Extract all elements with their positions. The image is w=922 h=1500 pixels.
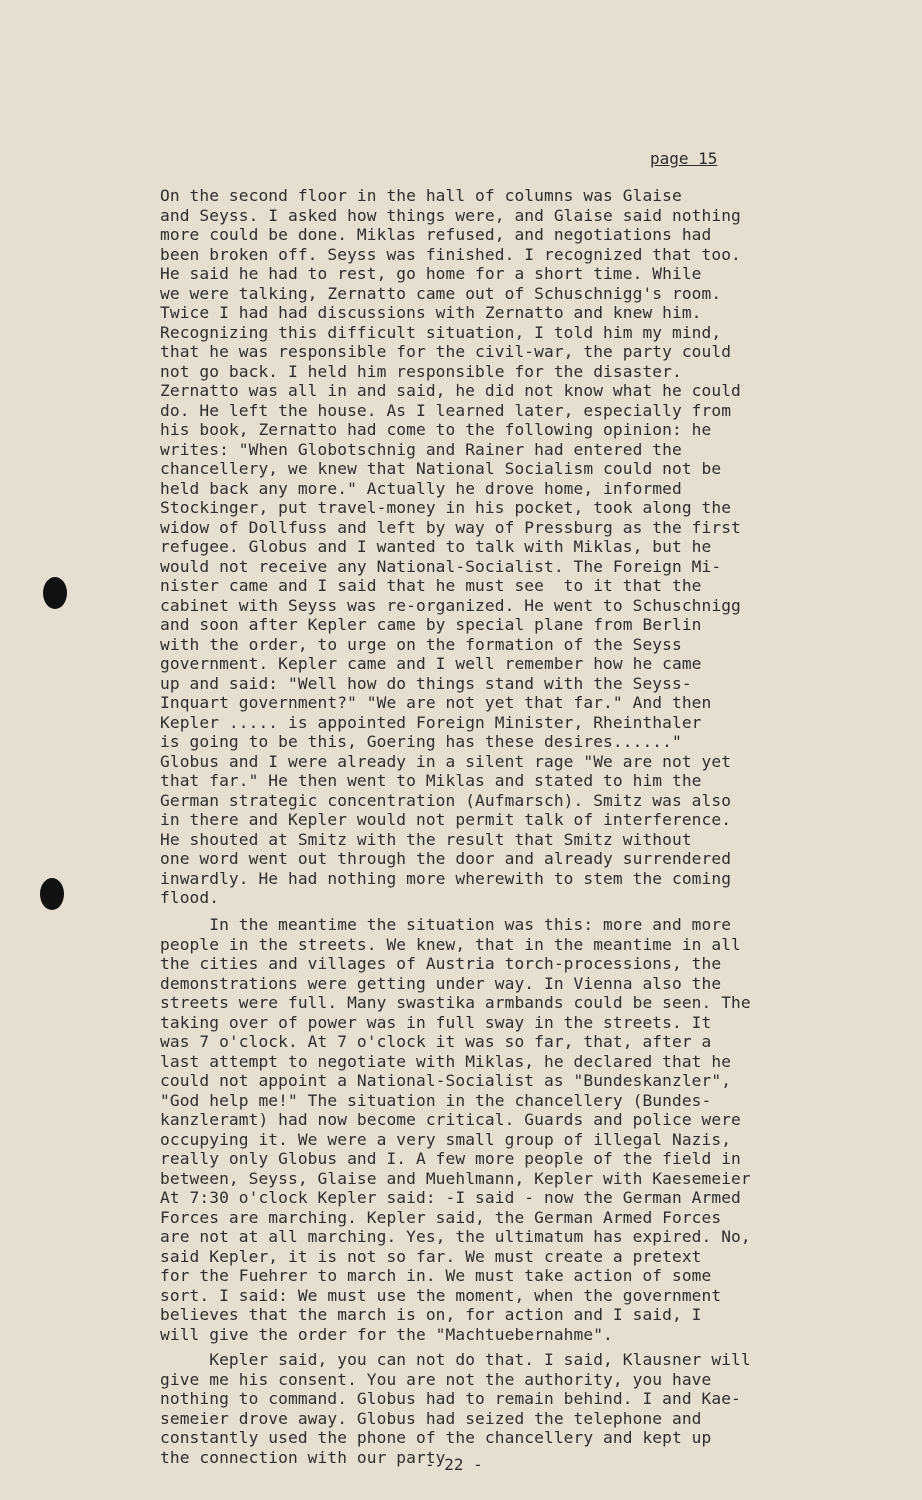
- text-line: will give the order for the "Machtuebernahme".: [160, 1324, 613, 1344]
- text-line: and Seyss. I asked how things were, and Glaise said nothing: [160, 205, 741, 225]
- text-line: last attempt to negotiate with Miklas, he declared that he: [160, 1051, 732, 1071]
- text-line: taking over of power was in full sway in the streets. It: [160, 1012, 712, 1032]
- text-line: Zernatto was all in and said, he did not know what he could: [160, 381, 741, 400]
- text-line: Inquart government?" "We are not yet that far." And then: [160, 693, 712, 712]
- text-line: nothing to command. Globus had to remain behind. I and Kae-: [160, 1389, 741, 1408]
- text-line: In the meantime the situation was this: more and more: [160, 915, 732, 934]
- text-line: Kepler ..... is appointed Foreign Minister, Rheinthaler: [160, 712, 702, 732]
- text-line: He said he had to rest, go home for a short time. While: [160, 264, 702, 283]
- text-line: Kepler said, you can not do that. I said, Klausner will: [160, 1350, 751, 1369]
- text-line: widow of Dollfuss and left by way of Pressburg as the first: [160, 517, 741, 537]
- text-line: On the second floor in the hall of columns was Glaise: [160, 186, 682, 205]
- text-line: Forces are marching. Kepler said, the German Armed Forces: [160, 1207, 722, 1227]
- text-line: for the Fuehrer to march in. We must take action of some: [160, 1266, 712, 1285]
- text-line: the connection with our party: [160, 1447, 446, 1467]
- text-line: his book, Zernatto had come to the following opinion: he: [160, 420, 712, 439]
- text-line: in there and Kepler would not permit talk of interference.: [160, 810, 732, 829]
- text-line: flood.: [160, 888, 220, 907]
- text-line: are not at all marching. Yes, the ultimatum has expired. No,: [160, 1227, 751, 1246]
- text-line: Globus and I were already in a silent rage "We are not yet: [160, 751, 732, 771]
- text-line: people in the streets. We knew, that in the meantime in all: [160, 934, 741, 954]
- text-line: nister came and I said that he must see to it that the: [160, 576, 702, 595]
- text-line: between, Seyss, Glaise and Muehlmann, Kepler with Kaesemeier: [160, 1168, 751, 1188]
- text-line: that far." He then went to Miklas and stated to him the: [160, 771, 702, 790]
- text-line: give me his consent. You are not the authority, you have: [160, 1369, 712, 1389]
- text-line: At 7:30 o'clock Kepler said: -I said - now the German Armed: [160, 1188, 741, 1207]
- text-line: would not receive any National-Socialist. The Foreign Mi-: [160, 556, 722, 576]
- text-line: the cities and villages of Austria torch-processions, the: [160, 954, 722, 973]
- text-line: do. He left the house. As I learned later, especially from: [160, 400, 732, 420]
- text-line: believes that the march is on, for action and I said, I: [160, 1305, 702, 1324]
- text-line: that he was responsible for the civil-war, the party could: [160, 342, 732, 361]
- page-footer-number: - 22 -: [425, 1455, 483, 1474]
- paragraph-1: [160, 186, 870, 908]
- text-line: writes: "When Globotschnig and Rainer had entered the: [160, 439, 682, 459]
- text-line: semeier drove away. Globus had seized the telephone and: [160, 1408, 702, 1428]
- text-line: streets were full. Many swastika armbands could be seen. The: [160, 993, 751, 1012]
- text-line: inwardly. He had nothing more wherewith to stem the coming: [160, 868, 732, 888]
- page-number-header: page 15: [650, 149, 718, 168]
- paragraph-2: [160, 915, 870, 1344]
- text-line: German strategic concentration (Aufmarsch). Smitz was also: [160, 790, 732, 810]
- text-line: with the order, to urge on the formation of the Seyss: [160, 634, 682, 654]
- text-line: kanzleramt) had now become critical. Guards and police were: [160, 1110, 741, 1129]
- text-line: we were talking, Zernatto came out of Schuschnigg's room.: [160, 283, 722, 303]
- text-line: He shouted at Smitz with the result that Smitz without: [160, 829, 692, 849]
- text-line: more could be done. Miklas refused, and negotiations had: [160, 225, 712, 244]
- text-line: sort. I said: We must use the moment, when the government: [160, 1285, 722, 1305]
- text-line: refugee. Globus and I wanted to talk with Miklas, but he: [160, 537, 712, 556]
- text-line: Stockinger, put travel-money in his pocket, took along the: [160, 498, 732, 517]
- paragraph-3: [160, 1350, 870, 1467]
- text-line: been broken off. Seyss was finished. I recognized that too.: [160, 244, 741, 264]
- text-line: constantly used the phone of the chancellery and kept up: [160, 1428, 712, 1447]
- text-line: up and said: "Well how do things stand with the Seyss-: [160, 673, 692, 693]
- text-line: government. Kepler came and I well remember how he came: [160, 654, 702, 673]
- text-line: Recognizing this difficult situation, I told him my mind,: [160, 322, 722, 342]
- text-line: could not appoint a National-Socialist as "Bundeskanzler",: [160, 1071, 732, 1090]
- text-line: occupying it. We were a very small group of illegal Nazis,: [160, 1129, 732, 1149]
- text-line: and soon after Kepler came by special plane from Berlin: [160, 615, 702, 634]
- text-line: demonstrations were getting under way. In Vienna also the: [160, 973, 722, 993]
- text-line: one word went out through the door and already surrendered: [160, 849, 732, 868]
- text-line: not go back. I held him responsible for the disaster.: [160, 361, 682, 381]
- text-line: really only Globus and I. A few more people of the field in: [160, 1149, 741, 1168]
- text-line: Twice I had had discussions with Zernatto and knew him.: [160, 303, 702, 322]
- text-line: said Kepler, it is not so far. We must create a pretext: [160, 1246, 702, 1266]
- punch-hole-bottom: [40, 878, 64, 910]
- text-line: "God help me!" The situation in the chancellery (Bundes-: [160, 1090, 712, 1110]
- text-line: was 7 o'clock. At 7 o'clock it was so far, that, after a: [160, 1032, 712, 1051]
- text-line: held back any more." Actually he drove home, informed: [160, 478, 682, 498]
- text-line: chancellery, we knew that National Socialism could not be: [160, 459, 722, 478]
- text-line: is going to be this, Goering has these desires......": [160, 732, 682, 751]
- punch-hole-top: [43, 577, 67, 609]
- text-line: cabinet with Seyss was re-organized. He went to Schuschnigg: [160, 595, 741, 615]
